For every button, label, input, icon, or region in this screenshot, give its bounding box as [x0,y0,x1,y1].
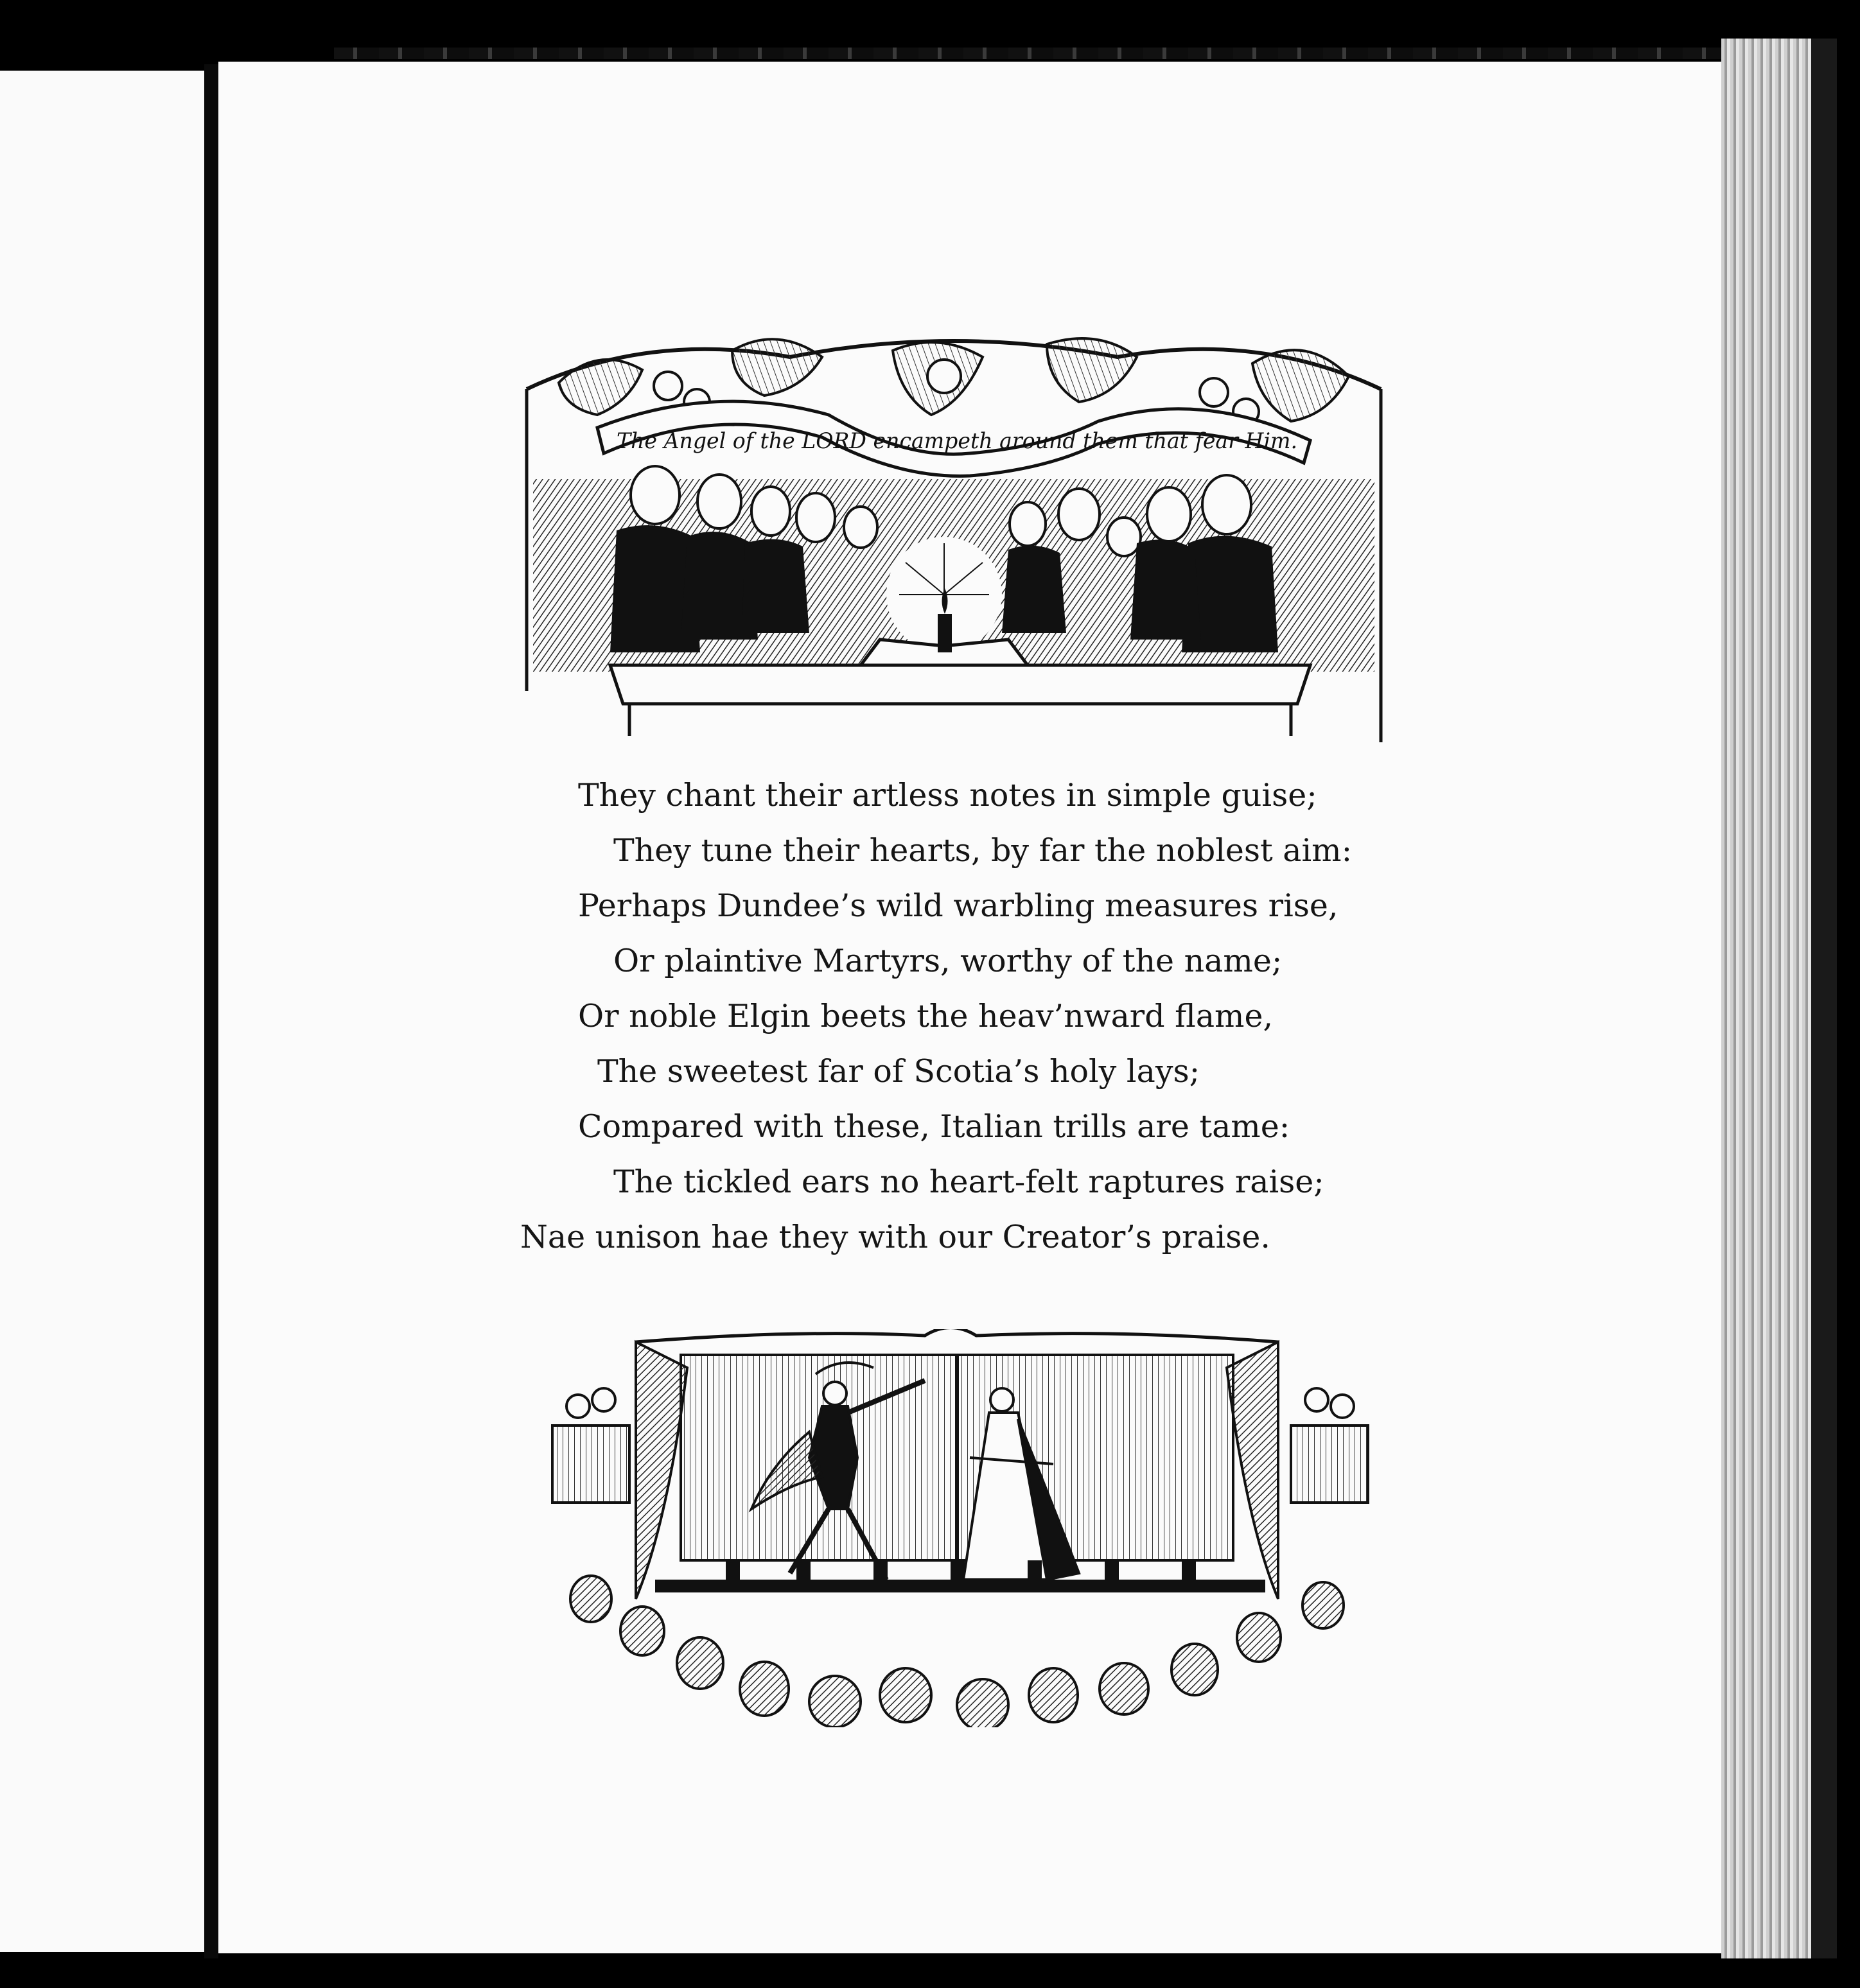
banner-text: The Angel of the LORD encampeth around them that fear Him. [617,428,1297,454]
poem-line: They chant their artless notes in simple guise; [578,777,1317,814]
poem-line: They tune their hearts, by far the noblest aim: [613,832,1353,869]
book-page-edges [1721,39,1811,1958]
left-page [0,71,204,1952]
poem-stanza [514,768,1413,1265]
theatre-stage-engraving [540,1329,1381,1727]
poem-line: The sweetest far of Scotia’s holy lays; [597,1053,1200,1090]
poem-line: The tickled ears no heart-felt raptures raise; [613,1164,1324,1200]
family-worship-illustration [520,331,1387,742]
family-worship-engraving [520,331,1387,742]
poem-line: Compared with these, Italian trills are tame: [578,1108,1290,1145]
poem-line: Perhaps Dundee’s wild warbling measures rise, [578,887,1338,924]
poem-line: Or noble Elgin beets the heav’nward flame, [578,998,1274,1034]
book-edge-shadow [1811,39,1837,1958]
poem-line: Nae unison hae they with our Creator’s praise. [520,1219,1271,1255]
book-gutter [204,64,218,1958]
poem-line: Or plaintive Martyrs, worthy of the name; [613,943,1283,979]
page-top-edge [334,48,1747,59]
theatre-stage-illustration [540,1329,1381,1727]
